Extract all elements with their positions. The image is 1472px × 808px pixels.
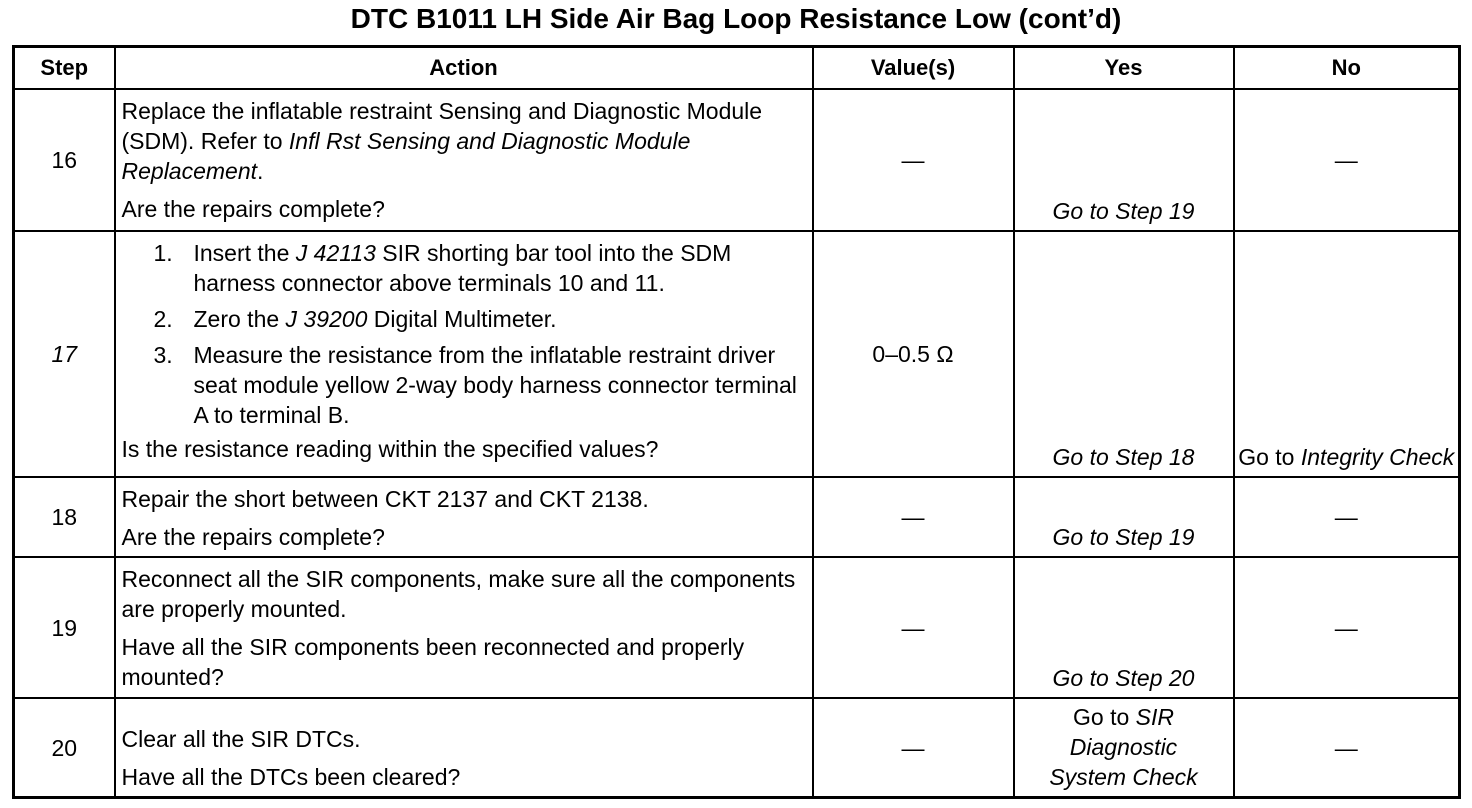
action-text-part: Replace the inflatable restraint Sensing and Diagnostic Module (SDM). Refer to (121, 98, 763, 154)
table-row (14, 557, 1460, 698)
yes-cell (1014, 89, 1234, 231)
table-row (14, 89, 1460, 231)
action-text: Clear all the SIR DTCs. (121, 726, 361, 752)
value-cell: — (813, 477, 1014, 557)
yes-link[interactable]: Go to Step 19 (1052, 524, 1195, 550)
list-text: SIR shorting bar tool into the SDM harness connector above terminals 10 and 11. (193, 240, 732, 296)
action-question: Are the repairs complete? (121, 524, 385, 550)
list-number: 3. (153, 342, 173, 368)
no-cell (1234, 231, 1460, 477)
header-values: Value(s) (813, 47, 1014, 90)
step-number-text: 17 (51, 341, 78, 367)
list-text: Zero the (193, 306, 286, 332)
table-row (14, 698, 1460, 798)
step-number: 19 (14, 557, 115, 698)
action-cell (115, 231, 813, 477)
yes-link[interactable]: Go to Step 18 (1052, 444, 1195, 470)
list-number: 1. (153, 240, 173, 266)
yes-text: Go to (1073, 704, 1136, 730)
no-cell: — (1234, 89, 1460, 231)
action-question: Have all the SIR components been reconnected and properly mounted? (121, 634, 745, 690)
no-link[interactable]: Integrity Check (1300, 444, 1455, 470)
yes-link[interactable]: Go to Step 20 (1052, 665, 1195, 691)
value-cell: — (813, 557, 1014, 698)
yes-cell (1014, 231, 1234, 477)
tool-reference: J 42113 (295, 240, 376, 266)
action-text: Reconnect all the SIR components, make sure all the components are properly mounted. (121, 566, 796, 622)
table-row (14, 477, 1460, 557)
diagnostic-table (12, 45, 1461, 799)
action-text-part: . (257, 158, 264, 184)
yes-link[interactable]: Go to Step 19 (1052, 198, 1195, 224)
header-no: No (1234, 47, 1460, 90)
action-text (122, 96, 806, 186)
header-row (14, 47, 1460, 90)
list-text: Insert the (193, 240, 296, 266)
action-cell (115, 557, 813, 698)
no-cell: — (1234, 477, 1460, 557)
header-step: Step (14, 47, 115, 90)
action-text: Repair the short between CKT 2137 and CKT 2138. (121, 486, 649, 512)
list-item (153, 340, 806, 430)
step-number: 16 (14, 89, 115, 231)
action-question: Is the resistance reading within the specified values? (121, 436, 659, 462)
header-action: Action (115, 47, 813, 90)
no-cell: — (1234, 698, 1460, 798)
page-title: DTC B1011 LH Side Air Bag Loop Resistance Low (cont’d) (350, 3, 1122, 34)
no-cell: — (1234, 557, 1460, 698)
list-text: Measure the resistance from the inflatable restraint driver seat module yellow 2-way body harness connector terminal A to terminal B. (193, 342, 797, 428)
action-steps-list (122, 238, 806, 430)
tool-reference: J 39200 (285, 306, 368, 332)
yes-cell (1014, 557, 1234, 698)
header-yes: Yes (1014, 47, 1234, 90)
step-number: 18 (14, 477, 115, 557)
action-question: Have all the DTCs been cleared? (121, 764, 461, 790)
action-cell (115, 477, 813, 557)
step-number: 20 (14, 698, 115, 798)
action-reference: Infl Rst Sensing and Diagnostic Module Replacement (121, 128, 691, 184)
action-cell (115, 698, 813, 798)
value-cell: 0–0.5 Ω (813, 231, 1014, 477)
yes-link[interactable]: SIR Diagnostic System Check (1049, 704, 1198, 790)
action-cell (115, 89, 813, 231)
list-item (153, 304, 806, 334)
yes-cell (1014, 698, 1234, 798)
value-cell: — (813, 698, 1014, 798)
value-cell: — (813, 89, 1014, 231)
step-number (14, 231, 115, 477)
list-text: Digital Multimeter. (367, 306, 557, 332)
list-number: 2. (153, 306, 173, 332)
no-text: Go to (1238, 444, 1301, 470)
list-item (153, 238, 806, 298)
yes-cell (1014, 477, 1234, 557)
action-question: Are the repairs complete? (121, 196, 385, 222)
table-row (14, 231, 1460, 477)
